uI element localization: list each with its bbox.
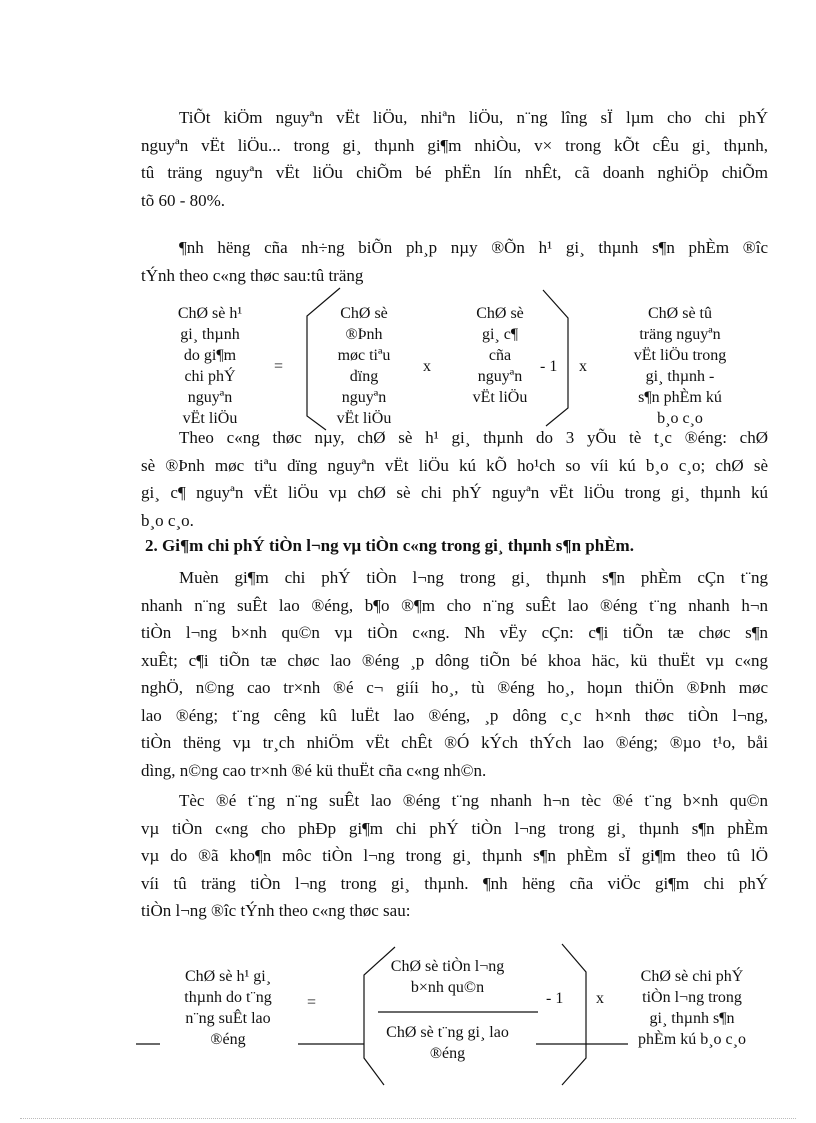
- section-heading: 2. Gi¶m chi phÝ tiÒn l¬ng vµ tiÒn c«ng trong gi¸ thµnh s¶n phÈm.: [145, 536, 634, 555]
- formula-text: b×nh qu©n: [410, 979, 485, 996]
- text-line: tû träng nguyªn vËt liÖu chiÕm bé phËn lín nhÊt, cã doanh nghiÖp chiÕm: [141, 163, 768, 182]
- formula-text: ChØ sè: [340, 305, 388, 322]
- text-line: nghÖ, n©ng cao tr×nh ®é c¬ giíi ho¸, tù ®éng ho¸, hoµn thiÖn ®Þnh møc: [141, 678, 768, 697]
- formula-text: vËt liÖu: [182, 410, 238, 427]
- right-bracket: [562, 944, 586, 1085]
- times-sign: x: [579, 358, 587, 375]
- text-line: nhanh n¨ng suÊt lao ®éng, b¶o ®¶m cho n¨ng suÊt lao ®éng t¨ng nhanh h¬n: [141, 595, 768, 615]
- formula-text: ChØ sè h¹: [177, 305, 243, 322]
- right-bracket: [543, 290, 568, 426]
- text-line: tÝnh theo c«ng thøc sau:tû träng: [141, 265, 364, 285]
- text-line: vµ tiÒn c«ng cho phÐp gi¶m chi phÝ tiÒn l¬ng trong gi¸ thµnh s¶n phÈm: [141, 818, 768, 838]
- text-line: tõ 60 - 80%.: [141, 190, 226, 210]
- formula-text: chi phÝ: [184, 368, 236, 385]
- formula-text: b¸o c¸o: [657, 410, 703, 427]
- formula-text: gi¸ c¶: [481, 326, 519, 343]
- formula-text: thµnh do t¨ng: [184, 989, 272, 1006]
- formula-text: ChØ sè tû: [648, 305, 712, 322]
- text-line: b¸o c¸o.: [141, 510, 194, 530]
- formula-text: ChØ sè tiÒn l¬ng: [390, 958, 505, 975]
- minus-one: - 1: [540, 358, 558, 375]
- text-line: víi tû träng tiÒn l¬ng trong gi¸ thµnh. ¶nh hëng cña viÖc gi¶m chi phÝ: [141, 873, 768, 893]
- formula-text: tiÒn l¬ng trong: [642, 989, 742, 1006]
- formula-text: ChØ sè t¨ng gi¸ lao: [386, 1024, 509, 1041]
- left-bracket: [307, 288, 340, 430]
- formula-text: ®éng: [210, 1031, 246, 1048]
- text-line: sè ®Þnh møc tiªu dïng nguyªn vËt liÖu kú kÕ ho¹ch so víi kú b¸o c¸o; chØ sè: [141, 455, 768, 475]
- text-line: ¶nh hëng cña nh÷ng biÕn ph¸p nµy ®Õn h¹ gi¸ thµnh s¶n phÈm ®îc: [179, 238, 768, 257]
- text-line: TiÕt kiÖm nguyªn vËt liÖu, nhiªn liÖu, n¨ng lîng sÏ lµm cho chi phÝ: [179, 108, 768, 127]
- text-line: nguyªn vËt liÖu... trong gi¸ thµnh gi¶m nhiÒu, v× trong kÕt cÊu gi¸ thµnh,: [141, 135, 768, 155]
- left-bracket: [364, 947, 395, 1085]
- formula-text: dïng: [349, 368, 379, 385]
- text-line: gi¸ c¶ nguyªn vËt liÖu vµ chØ sè chi phÝ nguyªn vËt liÖu trong gi¸ thµnh kú: [141, 483, 768, 502]
- text-line: Muèn gi¶m chi phÝ tiÒn l¬ng trong gi¸ thµnh s¶n phÈm cÇn t¨ng: [179, 568, 768, 587]
- minus-one: - 1: [546, 990, 564, 1007]
- formula-text: cña: [488, 347, 512, 364]
- times-sign: x: [596, 990, 604, 1007]
- formula-text: nguyªn: [187, 389, 233, 406]
- formula-text: ChØ sè chi phÝ: [640, 968, 744, 985]
- formula-text: nguyªn: [341, 389, 387, 406]
- text-line: vµ do ®ã kho¶n môc tiÒn l¬ng trong gi¸ thµnh s¶n phÈm sÏ gi¶m theo tû lÖ: [141, 846, 768, 865]
- formula-text: n¨ng suÊt lao: [185, 1010, 271, 1027]
- text-line: lao ®éng; t¨ng cêng kû luËt lao ®éng, ¸p dông c¸c h×nh thøc tiÒn l¬ng,: [141, 705, 768, 725]
- formula-text: ChØ sè: [476, 305, 524, 322]
- text-line: dìng, n©ng cao tr×nh ®é kü thuËt cña c«ng nh©n.: [141, 760, 487, 780]
- formula-text: nguyªn: [477, 368, 523, 385]
- times-sign: x: [423, 358, 431, 375]
- text-line: Theo c«ng thøc nµy, chØ sè h¹ gi¸ thµnh do 3 yÕu tè t¸c ®éng: chØ: [179, 428, 768, 447]
- page-bottom-rule: [20, 1118, 796, 1119]
- formula-text: träng nguyªn: [639, 326, 721, 343]
- formula-text: phÈm kú b¸o c¸o: [638, 1031, 746, 1048]
- formula-text: vËt liÖu: [472, 389, 528, 406]
- text-line: tiÒn l¬ng ®îc tÝnh theo c«ng thøc sau:: [141, 901, 411, 920]
- text-line: tiÒn l¬ng b×nh qu©n vµ tiÒn c«ng. Nh vËy cÇn: c¶i tiÕn tæ chøc s¶n: [141, 623, 768, 642]
- formula-text: gi¸ thµnh s¶n: [649, 1010, 735, 1027]
- formula-text: ®éng: [429, 1045, 466, 1062]
- formula-text: gi¸ thµnh -: [645, 368, 715, 385]
- formula-text: ®Þnh: [345, 326, 383, 343]
- formula-text: møc tiªu: [337, 347, 391, 364]
- text-line: xuÊt; c¶i tiÕn tæ chøc lao ®éng ¸p dông tiÕn bé khoa häc, kü thuËt vµ c«ng: [141, 650, 768, 670]
- formula-text: vËt liÖu trong: [633, 347, 727, 364]
- formula-text: s¶n phÈm kú: [638, 389, 722, 406]
- text-line: tiÒn thëng vµ tr¸ch nhiÖm vËt chÊt ®Ó kÝch thÝch lao ®éng; ®µo t¹o, båi: [141, 733, 768, 752]
- formula-text: do gi¶m: [183, 347, 237, 364]
- equals-sign: =: [274, 358, 284, 375]
- formula-text: vËt liÖu: [336, 410, 392, 427]
- formula-text: gi¸ thµnh: [180, 326, 240, 343]
- text-line: Tèc ®é t¨ng n¨ng suÊt lao ®éng t¨ng nhanh h¬n tèc ®é t¨ng b×nh qu©n: [179, 791, 768, 810]
- formula-text: ChØ sè h¹ gi¸: [184, 968, 272, 985]
- equals-sign: =: [307, 994, 317, 1011]
